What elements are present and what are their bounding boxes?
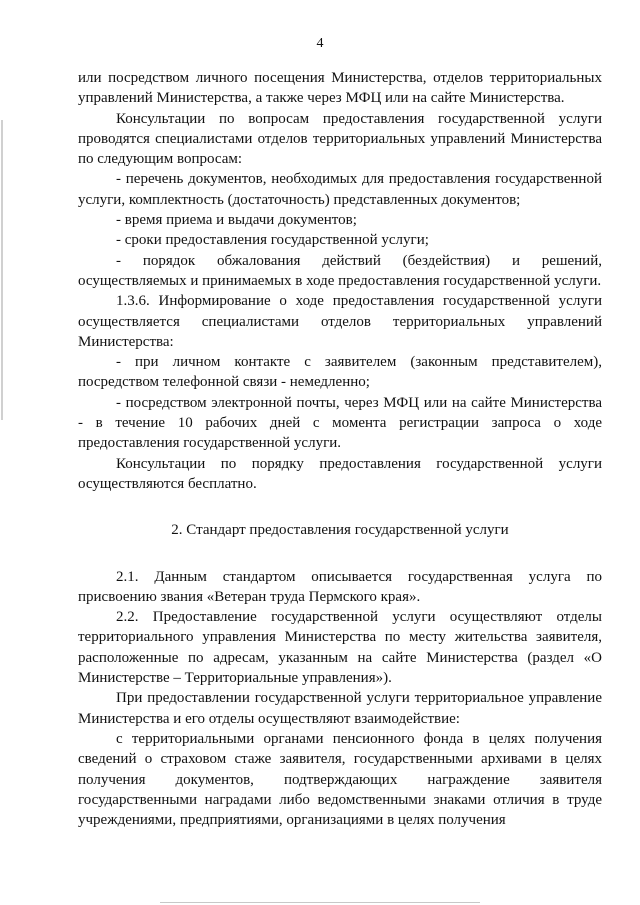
section-heading: 2. Стандарт предоставления государственной услуги — [171, 522, 509, 539]
paragraph: с территориальными органами пенсионного фонда в целях получения сведений о страховом стаже заявителя, государственными архивами в целях получения документов, подтверждающих награждение заявителя государственными наградами либо ведомственными знаками отличия в труде учреждениями, предприятиями, организациями в целях получения — [78, 730, 602, 829]
list-item: - перечень документов, необходимых для предоставления государственной услуги, комплектность (достаточность) представленных документов; — [78, 171, 602, 208]
list-item: - время приема и выдачи документов; — [116, 212, 357, 229]
paragraph: Консультации по вопросам предоставления государственной услуги проводятся специалистами отделов территориальных управлений Министерства по следующим вопросам: — [78, 110, 602, 168]
list-item: - сроки предоставления государственной услуги; — [116, 232, 429, 249]
scan-edge-shadow — [1, 120, 3, 420]
document-body — [78, 68, 602, 830]
page-number: 4 — [316, 36, 324, 51]
list-item: - при личном контакте с заявителем (законным представителем), посредством телефонной связи - немедленно; — [78, 354, 602, 391]
paragraph: 1.3.6. Информирование о ходе предоставления государственной услуги осуществляется специалистами отделов территориальных управлений Министерства: — [78, 293, 602, 350]
paragraph: 2.1. Данным стандартом описывается государственная услуга по присвоению звания «Ветеран труда Пермского края». — [78, 568, 602, 605]
list-item: - порядок обжалования действий (бездействия) и решений, осуществляемых и принимаемых в ходе предоставления государственной услуги. — [78, 252, 602, 289]
paragraph: Консультации по порядку предоставления государственной услуги осуществляются бесплатно. — [78, 455, 602, 492]
scan-bottom-edge — [160, 902, 480, 903]
list-item: - посредством электронной почты, через МФЦ или на сайте Министерства - в течение 10 рабочих дней с момента регистрации запроса о ходе предоставления государственной услуги. — [78, 394, 602, 452]
paragraph: 2.2. Предоставление государственной услуги осуществляют отделы территориального управления Министерства по месту жительства заявителя, расположенные по адресам, указанным на сайте Министерства (раздел «О Министерстве – Территориальные управления»). — [78, 609, 602, 687]
paragraph: или посредством личного посещения Министерства, отделов территориальных управлений Министерства, а также через МФЦ или на сайте Министерства. — [78, 70, 602, 107]
paragraph: При предоставлении государственной услуги территориальное управление Министерства и его отделы осуществляют взаимодействие: — [78, 690, 602, 727]
